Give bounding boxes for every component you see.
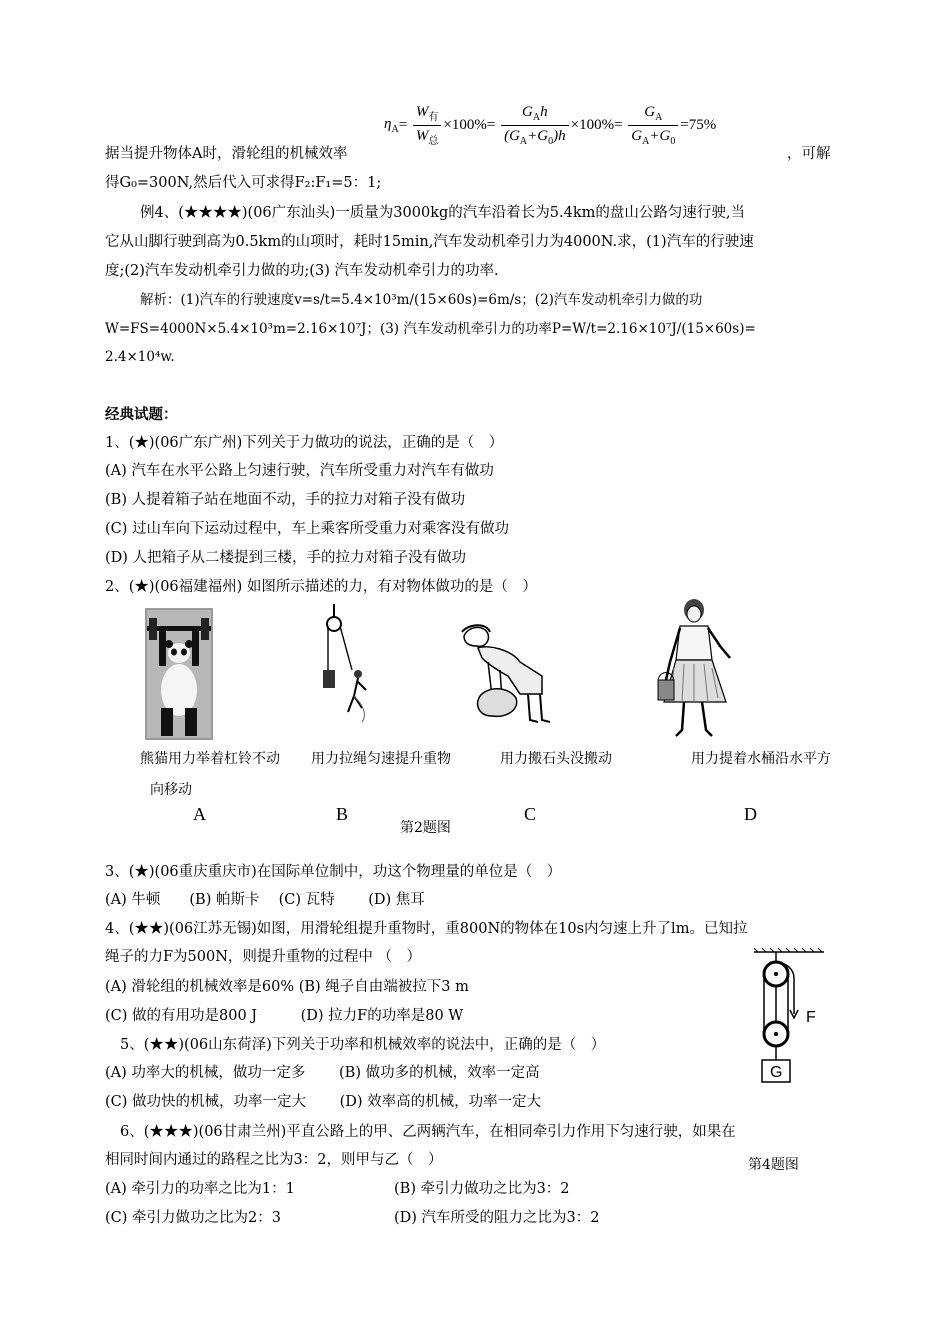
w-den-sub: 总 (428, 136, 439, 147)
h-var: h (540, 104, 548, 120)
pulley-force-label: F (806, 1009, 816, 1026)
w-num-sub: 有 (428, 112, 439, 123)
panda-barbell-figure (145, 608, 213, 740)
fraction-ga (628, 104, 678, 147)
q2-caption-c: 用力搬石头没搬动 (500, 751, 612, 767)
w-num: W (415, 104, 429, 120)
q6-stem-line2: 相同时间内通过的路程之比为3：2，则甲与乙（ ） (105, 1152, 443, 1168)
q1-option-d: (D) 人把箱子从二楼提到三楼，手的拉力对箱子没有做功 (105, 550, 467, 566)
example4-line1: 例4、(★★★★)(06广东汕头)一质量为3000kg的汽车沿着长为5.4km的盘山公路匀速行驶,当 (140, 205, 745, 221)
q2-letter-d: D (744, 804, 757, 824)
q1-stem: 1、(★)(06广东广州)下列关于力做功的说法，正确的是（ ） (105, 435, 504, 451)
q5-stem: 5、(★★)(06山东荷泽)下列关于功率和机械效率的说法中，正确的是（ ） (120, 1037, 606, 1053)
intro-line1-suffix: ，可解 (787, 146, 831, 162)
lifting-stone-figure (458, 624, 550, 730)
pulley-system-figure (754, 948, 824, 1088)
q1-option-a: (A) 汽车在水平公路上匀速行驶，汽车所受重力对汽车有做功 (105, 463, 494, 479)
example4-line3: 度;(2)汽车发动机牵引力做的功;(3) 汽车发动机牵引力的功率. (105, 263, 499, 279)
ga2-den-mid: +G (649, 128, 671, 144)
ga-den-end: )h (553, 128, 566, 144)
example4-analysis1: 解析：(1)汽车的行驶速度v=s/t=5.4×10³m/(15×60s)=6m/s；(2)汽车发动机牵引力做的功 (140, 292, 703, 308)
ga2-den-sub1: A (642, 136, 650, 147)
q2-figure-caption: 第2题图 (400, 820, 451, 836)
q2-letter-b: B (336, 804, 349, 824)
q6-option-d: (D) 汽车所受的阻力之比为3：2 (394, 1210, 600, 1226)
times-100-a: ×100%= (443, 117, 496, 133)
example4-analysis3: 2.4×10⁴w. (105, 349, 175, 365)
efficiency-result: =75% (680, 117, 717, 133)
q6-option-a: (A) 牵引力的功率之比为1：1 (105, 1181, 295, 1197)
pulley-weight-label: G (770, 1064, 783, 1081)
fraction-gah (501, 104, 569, 147)
carry-bucket-figure (650, 598, 742, 740)
ga2-den-sub2: 0 (670, 136, 676, 147)
q2-letter-a: A (193, 804, 206, 824)
q5-options-cd: (C) 做功快的机械，功率一定大 (D) 效率高的机械，功率一定大 (105, 1094, 542, 1110)
ga2-num-sub: A (655, 112, 663, 123)
q4-options-cd: (C) 做的有用功是800 J (D) 拉力F的功率是80 W (105, 1008, 464, 1024)
ga2-den: G (631, 128, 643, 144)
times-100-b: ×100%= (570, 117, 623, 133)
q2-caption-a: 熊猫用力举着杠铃不动 (140, 751, 280, 767)
q5-options-ab: (A) 功率大的机械，做功一定多 (B) 做功多的机械，效率一定高 (105, 1065, 540, 1081)
q2-caption-d: 用力提着水桶沿水平方 (691, 751, 831, 767)
ga-num: G (522, 104, 533, 120)
q2-caption-b: 用力拉绳匀速提升重物 (311, 751, 451, 767)
eta-symbol: η (384, 116, 392, 132)
ga-den-sub2: 0 (548, 136, 554, 147)
q2-letter-c: C (524, 804, 537, 824)
ga2-num: G (644, 104, 656, 120)
q4-stem-line1: 4、(★★)(06江苏无锡)如图，用滑轮组提升重物时，重800N的物体在10s内匀速上升了lm。已知拉 (105, 921, 748, 937)
q1-option-b: (B) 人提着箱子站在地面不动，手的拉力对箱子没有做功 (105, 492, 466, 508)
fraction-w (413, 104, 442, 147)
ga-den-mid: +G (527, 128, 549, 144)
q4-options-ab: (A) 滑轮组的机械效率是60% (B) 绳子自由端被拉下3 m (105, 979, 469, 995)
q3-options: (A) 牛顿 (B) 帕斯卡 (C) 瓦特 (D) 焦耳 (105, 892, 425, 908)
q4-stem-line2: 绳子的力F为500N，则提升重物的过程中 （ ） (105, 949, 422, 965)
intro-line2: 得G₀=300N,然后代入可求得F₂:F₁=5：1; (105, 175, 382, 191)
q2-caption-d-cont: 向移动 (150, 782, 192, 798)
efficiency-formula (384, 104, 716, 160)
q2-stem: 2、(★)(06福建福州) 如图所示描述的力，有对物体做功的是（ ） (105, 579, 537, 595)
q6-option-c: (C) 牵引力做功之比为2：3 (105, 1210, 281, 1226)
eta-subscript: A (391, 124, 399, 135)
example4-analysis2: W=FS=4000N×5.4×10³m=2.16×10⁷J；(3) 汽车发动机牵引力的功率P=W/t=2.16×10⁷J/(15×60s)= (105, 321, 756, 337)
q3-stem: 3、(★)(06重庆重庆市)在国际单位制中，功这个物理量的单位是（ ） (105, 864, 562, 880)
ga-den-sub1: A (519, 136, 528, 147)
section-title: 经典试题： (105, 406, 178, 423)
ga-den-a: (G (504, 128, 520, 144)
q6-option-b: (B) 牵引力做功之比为3：2 (394, 1181, 570, 1197)
q6-stem-line1: 6、(★★★)(06甘肃兰州)平直公路上的甲、乙两辆汽车，在相同牵引力作用下匀速行驶，如果在 (120, 1124, 736, 1140)
ga-num-sub: A (532, 112, 541, 123)
intro-line1-prefix: 据当提升物体A时，滑轮组的机械效率 (105, 146, 348, 162)
q1-option-c: (C) 过山车向下运动过程中，车上乘客所受重力对乘客没有做功 (105, 521, 510, 537)
q4-figure-caption: 第4题图 (748, 1157, 799, 1173)
w-den: W (415, 128, 429, 144)
example4-line2: 它从山脚行驶到高为0.5km的山项时，耗时15min,汽车发动机牵引力为4000N.求，(1)汽车的行驶速 (105, 234, 754, 250)
equals-sign: = (398, 117, 408, 133)
pulley-rope-figure (318, 604, 378, 724)
